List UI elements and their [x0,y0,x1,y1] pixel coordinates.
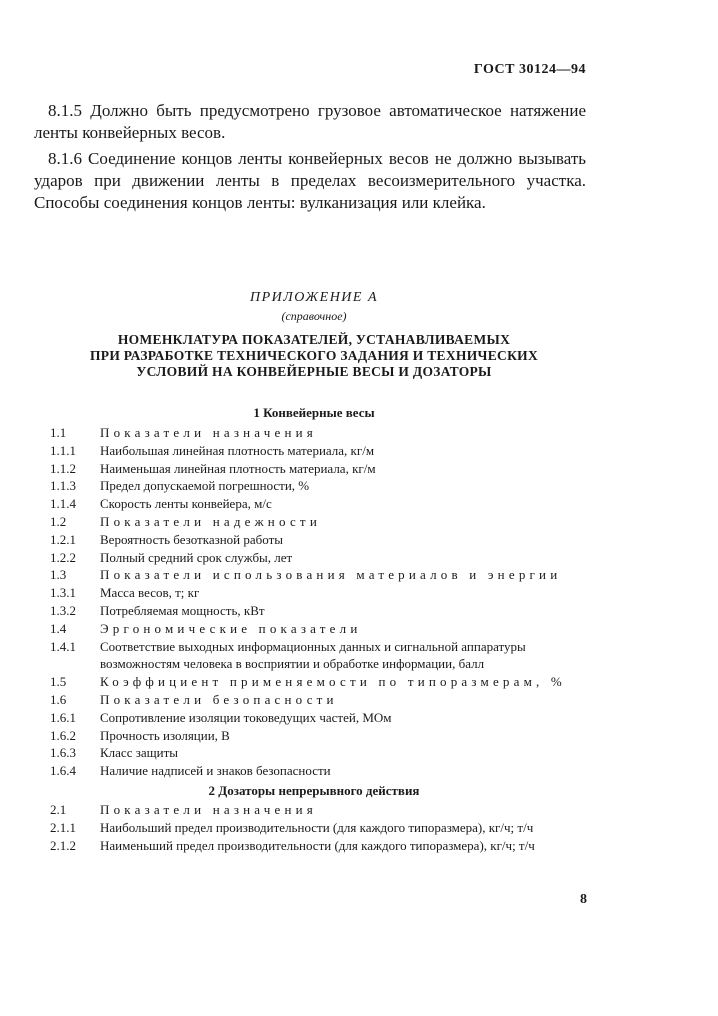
item-number: 1.5 [50,674,67,690]
list-item [50,837,590,855]
item-number: 1.3.2 [50,602,76,618]
item-text: Соответствие выходных информационных данных и сигнальной аппаратуры возможностям человека в восприятии и обработке информации, балл [100,638,526,672]
item-number: 1.3 [50,567,67,583]
list-item [50,424,590,442]
page-number: 8 [580,892,587,907]
appendix-subtitle: (справочное) [281,309,347,323]
item-text: Показатели использования материалов и энергии [100,567,562,583]
list-item [50,442,590,460]
section-1-heading: 1 Конвейерные весы [253,405,375,420]
item-number: 1.2 [50,513,67,529]
list-item [50,495,590,513]
item-text: Масса весов, т; кг [100,585,200,601]
item-number: 2.1.2 [50,837,76,853]
appendix-heading-line: ПРИ РАЗРАБОТКЕ ТЕХНИЧЕСКОГО ЗАДАНИЯ И ТЕХНИЧЕСКИХ [89,348,539,363]
item-number: 1.6 [50,691,67,707]
item-text: Потребляемая мощность, кВт [100,602,265,618]
item-number: 1.6.3 [50,745,76,761]
item-number: 2.1 [50,802,67,817]
item-number: 1.1.4 [50,496,76,512]
item-number: 1.6.2 [50,727,76,743]
list-item [50,477,590,495]
list-item [50,460,590,478]
item-text: Предел допускаемой погрешности, % [100,478,310,494]
item-number: 1.3.1 [50,585,76,601]
list-item [50,727,590,745]
item-text: Вероятность безотказной работы [100,531,284,547]
list-item [50,584,590,602]
appendix-heading [34,332,594,380]
item-number: 1.1 [50,425,67,440]
list-item [50,801,590,819]
item-text: Показатели назначения [100,425,317,440]
list-item [50,602,590,620]
item-text: Прочность изоляции, В [100,727,230,743]
list-item [50,819,590,837]
item-text: Класс защиты [100,745,179,761]
item-text: Показатели назначения [100,802,317,817]
item-text: Коэффициент применяемости по типоразмерам, % [100,674,566,690]
document-code: ГОСТ 30124—94 [473,62,586,77]
appendix-heading-line: УСЛОВИЙ НА КОНВЕЙЕРНЫЕ ВЕСЫ И ДОЗАТОРЫ [136,364,492,379]
list-item [50,762,590,780]
item-text: Полный средний срок службы, лет [100,549,293,565]
list-item [50,513,590,531]
item-number: 2.1.1 [50,819,76,835]
list-item [50,566,590,584]
item-number: 1.2.2 [50,549,76,565]
item-text: Наибольшая линейная плотность материала, кг/м [100,442,375,458]
item-number: 1.6.4 [50,763,76,779]
item-text: Показатели надежности [100,513,321,529]
list-item [50,531,590,549]
item-text: Наименьшая линейная плотность материала, кг/м [100,460,376,476]
item-text: Скорость ленты конвейера, м/с [100,496,272,512]
section-2-heading: 2 Дозаторы непрерывного действия [208,783,420,798]
paragraph-8-1-6: 8.1.6 Соединение концов ленты конвейерных весов не должно вызывать ударов при движении ленты в пределах весоизмерительного участка. Способы соединения концов ленты: вулканизация или клейка. [34,149,586,212]
item-number: 1.1.3 [50,478,76,494]
item-number: 1.4 [50,620,67,636]
section-2-list [50,801,590,854]
item-text: Наибольший предел производительности (для каждого типоразмера), кг/ч; т/ч [100,819,534,835]
intro-text [34,100,586,218]
list-item [50,673,590,691]
item-text: Наименьший предел производительности (для каждого типоразмера), кг/ч; т/ч [100,837,535,853]
item-number: 1.1.2 [50,460,76,476]
list-item [50,620,590,638]
list-item [50,709,590,727]
item-text: Сопротивление изоляции токоведущих частей, МОм [100,709,392,725]
list-item [50,691,590,709]
item-number: 1.2.1 [50,531,76,547]
item-number: 1.6.1 [50,709,76,725]
list-item [50,549,590,567]
item-text: Показатели безопасности [100,691,338,707]
list-item [50,744,590,762]
section-1-list [50,424,590,780]
appendix-heading-line: НОМЕНКЛАТУРА ПОКАЗАТЕЛЕЙ, УСТАНАВЛИВАЕМЫХ [117,332,511,347]
item-number: 1.4.1 [50,638,76,654]
appendix-title: ПРИЛОЖЕНИЕ А [249,290,379,305]
item-text: Эргономические показатели [100,620,362,636]
item-text: Наличие надписей и знаков безопасности [100,763,331,779]
item-number: 1.1.1 [50,442,76,458]
list-item [50,638,590,674]
paragraph-8-1-5: 8.1.5 Должно быть предусмотрено грузовое автоматическое натяжение ленты конвейерных весов. [34,101,586,142]
